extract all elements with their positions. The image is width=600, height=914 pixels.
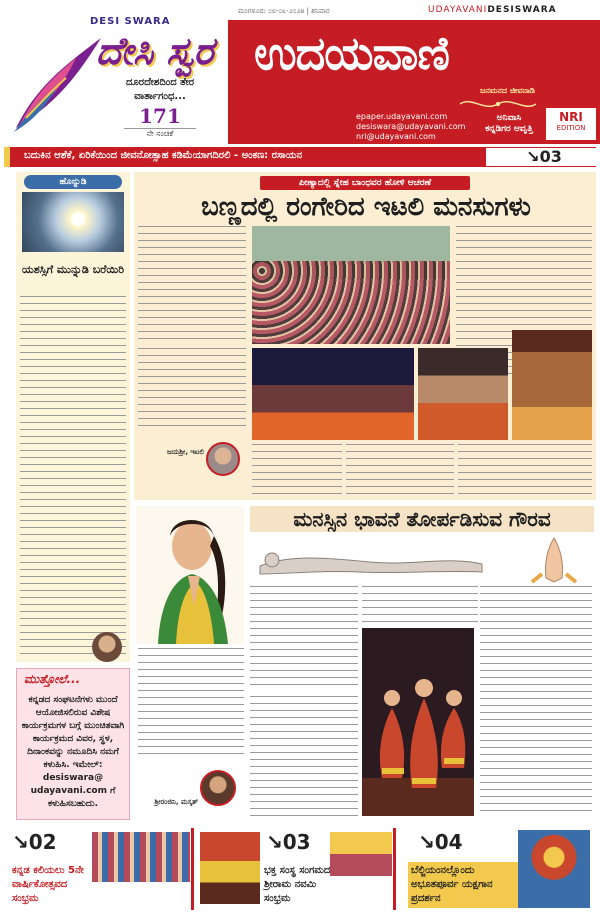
namaste-article-body (480, 586, 592, 816)
sky-photo (22, 192, 124, 252)
namaste-article-headline[interactable]: ಮನಸ್ಸಿನ ಭಾವನೆ ತೋರ್ಪಡಿಸುವ ಗೌರವ (250, 506, 594, 532)
namaste-article-body (250, 586, 358, 690)
holi-article-headline[interactable]: ಬಣ್ಣದಲ್ಲಿ ರಂಗೇರಿದ ಇಟಲಿ ಮನಸುಗಳು (201, 192, 531, 222)
edition-label: EDITION (556, 124, 586, 132)
teaser-line: ಶ್ರೀರಾಮ ನವಮಿ (264, 879, 317, 890)
masthead (0, 0, 600, 145)
holi-article-body (138, 348, 246, 432)
desi-swara-tag: DESI SWARA (90, 16, 171, 27)
desi-swara-tagline (110, 76, 210, 104)
teaser-page-03[interactable] (200, 828, 396, 910)
namaste-article-body (138, 648, 244, 760)
teaser-line: ಬೆಲ್ಜಿಯಂನಲ್ಲೊಂದು (411, 865, 475, 876)
teaser-page-02[interactable] (8, 828, 194, 910)
udayavani-logo: ಉದಯವಾಣಿ (254, 26, 449, 80)
teaser-page-number: ↘03 (266, 830, 311, 854)
desi-swara-logo: ದೇಸಿ ಸ್ವರ (96, 28, 214, 73)
teaser-text (408, 862, 518, 908)
teaser-line: ಭಕ್ತ ಸಂಸ್ಥ ಸಂಗಮದ (264, 865, 331, 876)
teaser-line: ಸಂಭ್ರಮ (12, 893, 39, 904)
nri-kannada-line: ಅನಿವಾಸಿ (496, 113, 522, 123)
teaser-page-number: ↘02 (12, 830, 57, 854)
honnudi-heading: ಹೊನ್ನುಡಿ (24, 175, 122, 189)
holi-article-author: ಜಯಶ್ರೀ, ಇಟಲಿ (166, 448, 204, 456)
nri-kannada-line: ಕನ್ನಡಿಗರ ಆವೃತ್ತಿ (485, 124, 533, 134)
nri-kannada-label (476, 113, 542, 135)
holi-article-body (346, 444, 454, 496)
honnudi-author-avatar (92, 632, 122, 662)
brand-line (428, 5, 557, 15)
teaser-temple-photo (200, 832, 260, 904)
bonfire-photo (252, 348, 414, 440)
contact-desiswara-email[interactable]: desiswara@udayavani.com (356, 122, 466, 131)
issue-number: 171 (139, 104, 181, 128)
effigy-photo (418, 348, 508, 440)
muttu-text: ಕನ್ನಡದ ಸಂಘಟನೆಗಳು ಮುಂದೆ ಆಯೋಜಿಸಲಿರುವ ವಿಶೇಷ ಕಾರ್ಯಕ್ರಮಗಳ ಬಗ್ಗೆ ಮುಂಚಿತವಾಗಿ ಕಾರ್ಯಕ್ರಮದ ವಿವರ, ಸ್ಥಳ, ದಿನಾಂಕವನ್ನು ನಮೂದಿಸಿ ನಮಗೆ ಕಳುಹಿಸಿ. ಇಮೇಲ್: desiswara@ udayavani.com ಗೆ ಕಳುಹಿಸಬಹುದು. (21, 695, 125, 809)
namaste-article-author: ಶ್ರೀರಂಜಿನಿ, ಮಸ್ಕತ್ (154, 798, 198, 806)
teaser-text (264, 864, 390, 906)
feather-logo-icon (6, 28, 106, 138)
namaste-author-avatar (200, 770, 236, 806)
nri-label: NRI (559, 110, 583, 124)
holi-article-body (252, 444, 342, 496)
teaser-line: ವಾರ್ಷಿಕೋತ್ಸವದ (12, 879, 68, 890)
teaser-text (12, 864, 122, 906)
contact-epaper[interactable]: epaper.udayavani.com (356, 112, 448, 121)
namaste-article-body (250, 696, 358, 816)
honnudi-title: ಯಶಸ್ಸಿಗೆ ಮುನ್ನುಡಿ ಬರೆಯಿರಿ (21, 263, 125, 276)
statue-photo (512, 330, 592, 440)
contact-list (356, 112, 465, 142)
brand-line-a: UDAYAVANI (428, 5, 488, 15)
reclining-sculpture-illustration (250, 536, 490, 580)
issue-label: ನೇ ಸಂಚಿಕೆ (124, 128, 196, 139)
honnudi-body-text (20, 296, 126, 656)
holi-author-avatar (206, 442, 240, 476)
teaser-line: ಪ್ರದರ್ಶನ (411, 893, 441, 904)
holi-article-body (458, 444, 592, 496)
ornament-icon (458, 96, 538, 112)
udayavani-slogan: ಜನಮನದ ಜೀವನಾಡಿ (480, 86, 535, 95)
dancers-photo (362, 628, 474, 816)
holi-article-body (138, 226, 246, 342)
teaser-yakshagana-photo (518, 830, 590, 908)
group-photo (252, 226, 450, 344)
namaste-hands-icon (522, 534, 586, 584)
ticker-page-ref[interactable]: ↘03 (486, 148, 600, 166)
date-line: ಮಂಗಳೂರು ೦೮-೦೩-೨೦೨೫ | ಶನಿವಾರ (238, 7, 330, 15)
teaser-page-04[interactable] (402, 828, 592, 910)
nri-edition-badge (546, 108, 596, 140)
tagline-line: ವಾರ್ತಾಗಂಧ... (134, 91, 186, 102)
namaste-article-body (362, 586, 478, 626)
teaser-line: ಸಂಭ್ರಮ (264, 893, 291, 904)
teaser-line: ಅಭೂತಪೂರ್ವ ಯಕ್ಷಗಾನ (411, 879, 493, 890)
teaser-page-number: ↘04 (418, 830, 463, 854)
teaser-line: ಕನ್ನಡ ಕಲಿಯಲು 5ನೇ (12, 865, 84, 876)
holi-article-kicker: ಪೀಣ್ಯಾದಲ್ಲಿ ಸ್ನೇಹ ಬಾಂಧವರ ಹೋಳಿ ಆಚರಣೆ (260, 176, 470, 190)
contact-nri-email[interactable]: nri@udayavani.com (356, 132, 436, 141)
brand-line-b: DESISWARA (487, 5, 557, 15)
lady-namaste-illustration (136, 506, 244, 644)
tagline-line: ದೂರದೇಶದಿಂದ ತೇರ (125, 77, 195, 88)
crowd (252, 261, 450, 344)
muttu-heading: ಮುತ್ತೋಲೆ... (24, 672, 81, 686)
headline-ticker[interactable] (4, 147, 596, 167)
ticker-text: ಬದುಕಿನ ಆಶೆಕೆ, ಏರಿಕೆಯಿಂದ ಜೀವನೋತ್ಸಾಹ ಕಡಿಮೆಯಾಗದಿರಲಿ - ಅಂಕಣ: ರಸಾಯನ (24, 150, 303, 161)
